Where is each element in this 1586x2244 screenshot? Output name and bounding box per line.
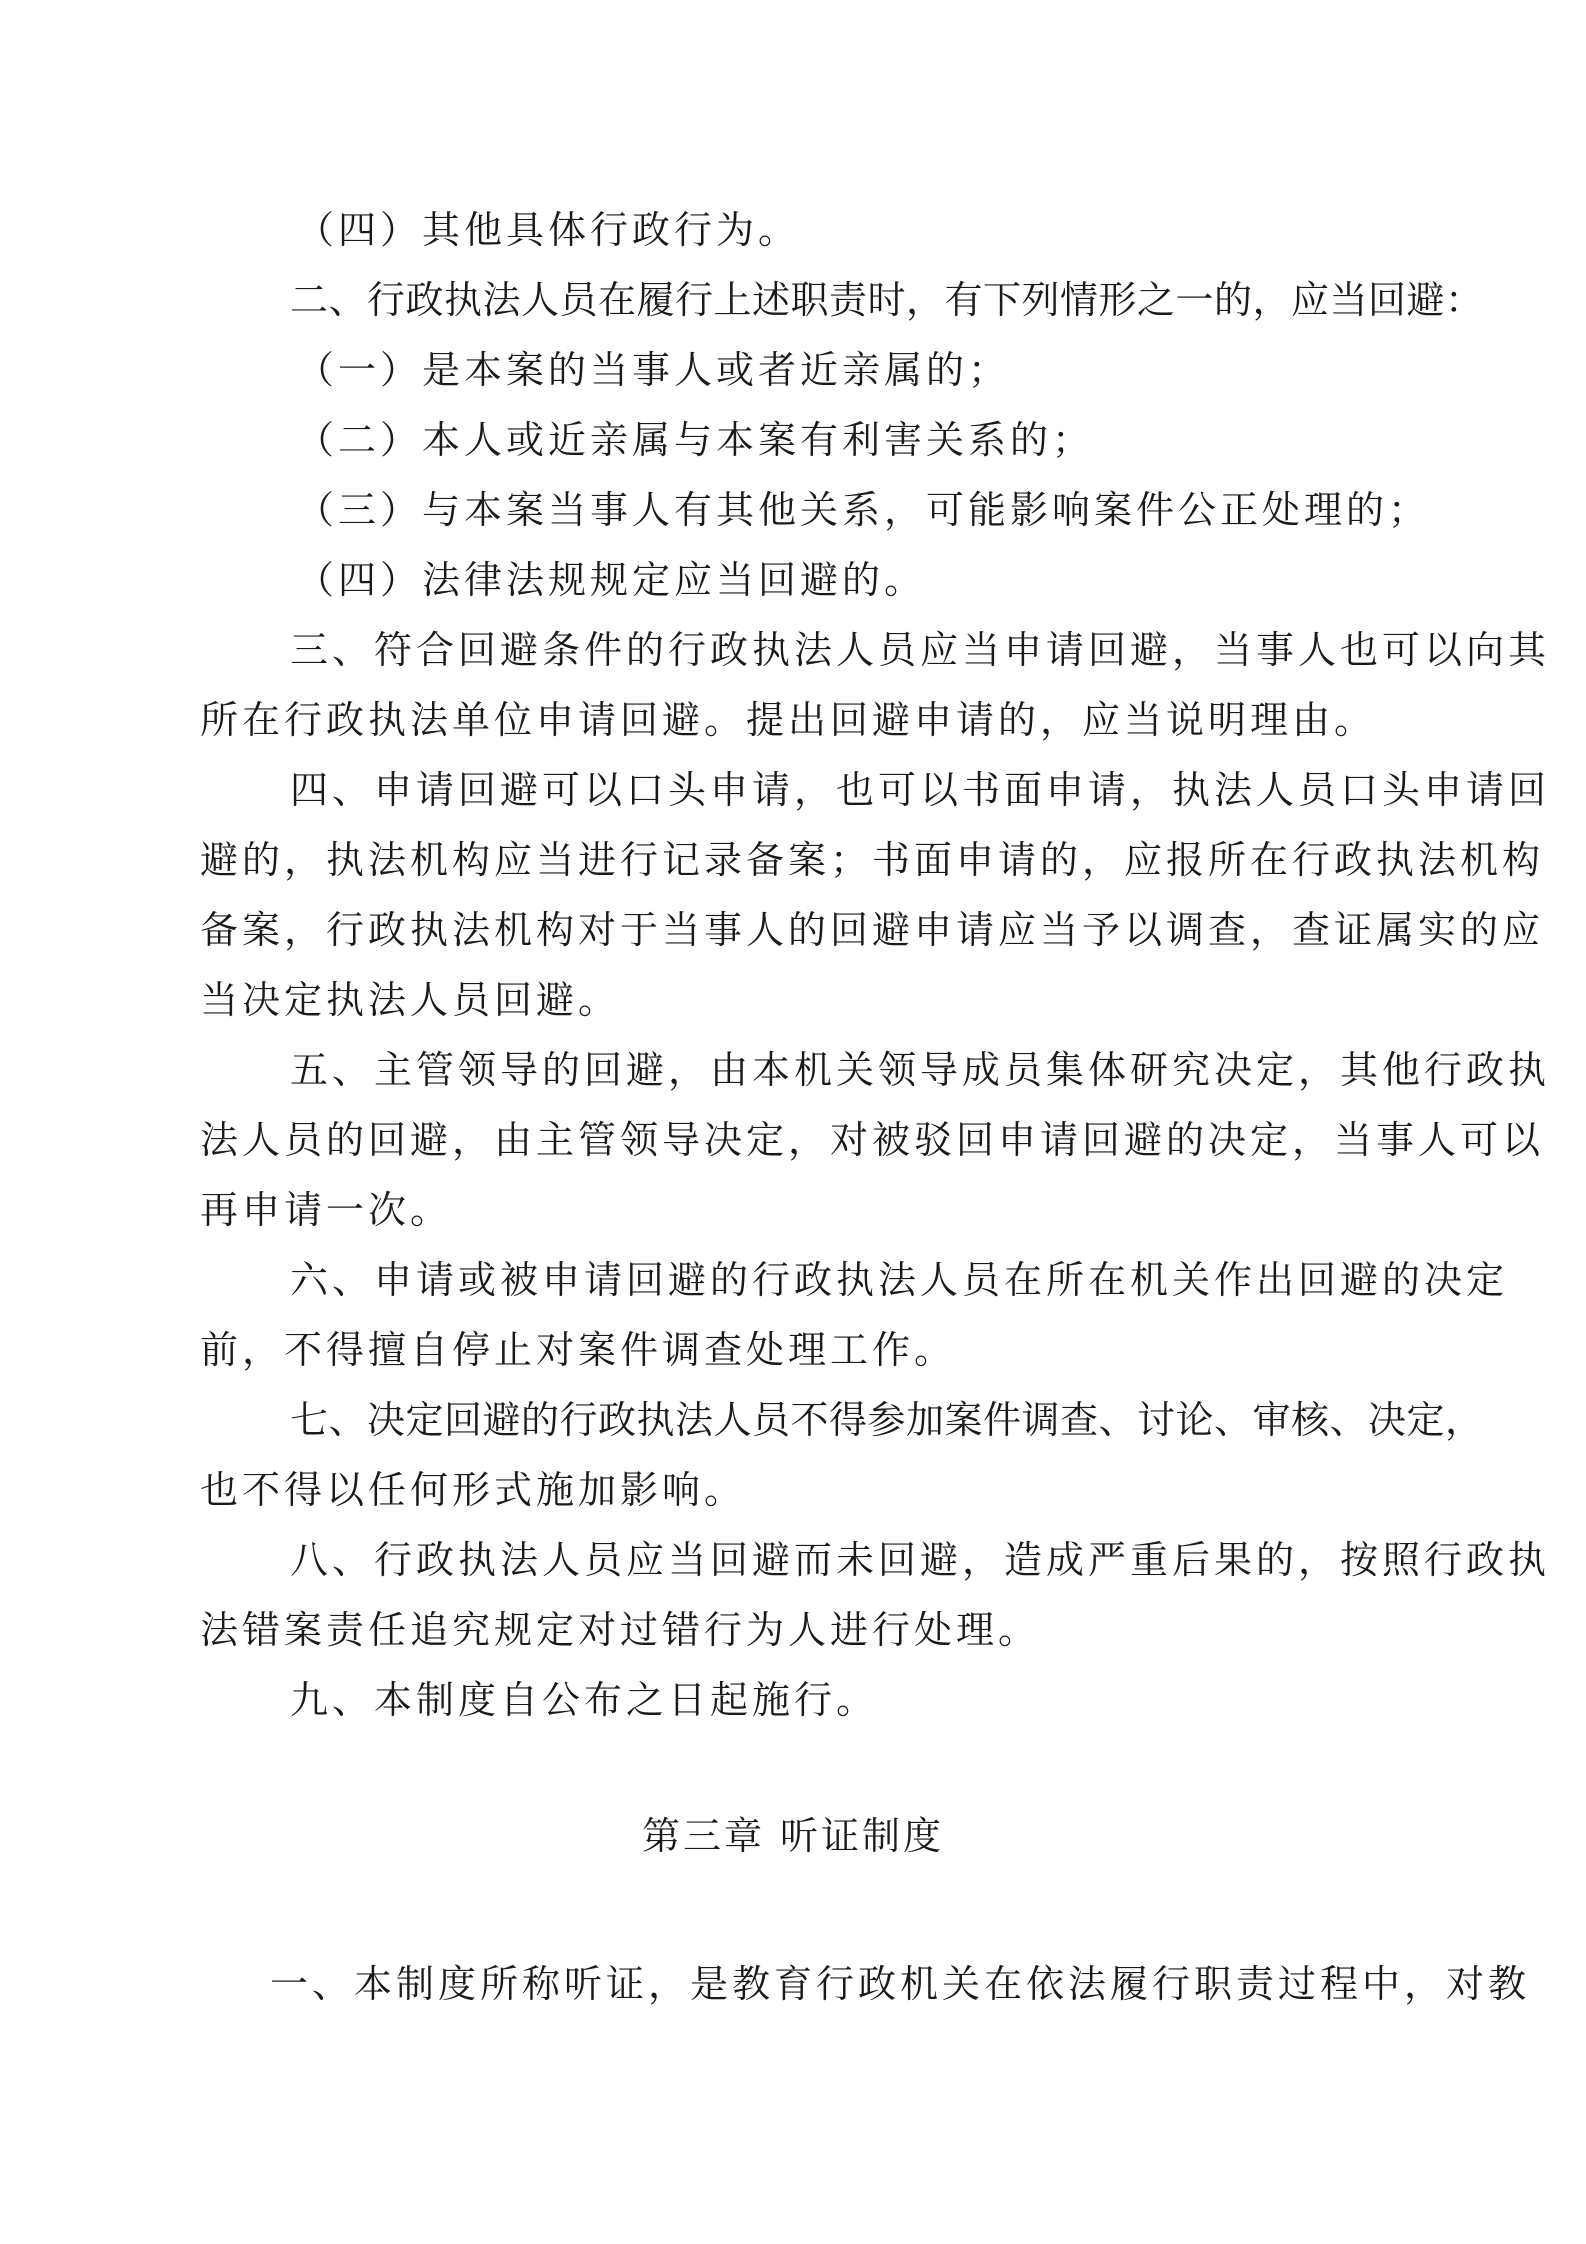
text-line: 法人员的回避，由主管领导决定，对被驳回申请回避的决定，当事人可以	[200, 1118, 1545, 1162]
text-line: 当决定执法人员回避。	[200, 978, 621, 1022]
text-line: （四）法律法规规定应当回避的。	[296, 558, 927, 602]
text-line: （四）其他具体行政行为。	[296, 208, 801, 252]
text-line: 六、申请或被申请回避的行政执法人员在所在机关作出回避的决定	[290, 1258, 1509, 1302]
text-line: 所在行政执法单位申请回避。提出回避申请的，应当说明理由。	[200, 698, 1377, 742]
text-line: 八、行政执法人员应当回避而未回避，造成严重后果的，按照行政执	[290, 1538, 1551, 1582]
text-line: 前，不得擅自停止对案件调查处理工作。	[200, 1328, 957, 1372]
text-line: 五、主管领导的回避，由本机关领导成员集体研究决定，其他行政执	[290, 1048, 1551, 1092]
text-line: 避的，执法机构应当进行记录备案；书面申请的，应报所在行政执法机构	[200, 838, 1545, 882]
text-line: 二、行政执法人员在履行上述职责时，有下列情形之一的，应当回避：	[290, 278, 1484, 322]
chapter-title: 第三章 听证制度	[641, 1814, 945, 1858]
text-line: 一、本制度所称听证，是教育行政机关在依法履行职责过程中，对教	[270, 1962, 1531, 2006]
text-line: （二）本人或近亲属与本案有利害关系的；	[296, 418, 1095, 462]
text-line: 备案，行政执法机构对于当事人的回避申请应当予以调查，查证属实的应	[200, 908, 1545, 952]
text-line: 三、符合回避条件的行政执法人员应当申请回避，当事人也可以向其	[290, 628, 1551, 672]
text-line: 九、本制度自公布之日起施行。	[290, 1678, 879, 1722]
text-line: 也不得以任何形式施加影响。	[200, 1468, 747, 1512]
text-line: （三）与本案当事人有其他关系，可能影响案件公正处理的；	[296, 488, 1431, 532]
text-line: 再申请一次。	[200, 1188, 453, 1232]
text-line: 七、决定回避的行政执法人员不得参加案件调查、讨论、审核、决定，	[290, 1398, 1484, 1442]
text-line: 四、申请回避可以口头申请，也可以书面申请，执法人员口头申请回	[290, 768, 1551, 812]
text-line: 法错案责任追究规定对过错行为人进行处理。	[200, 1608, 1041, 1652]
text-line: （一）是本案的当事人或者近亲属的；	[296, 348, 1011, 392]
